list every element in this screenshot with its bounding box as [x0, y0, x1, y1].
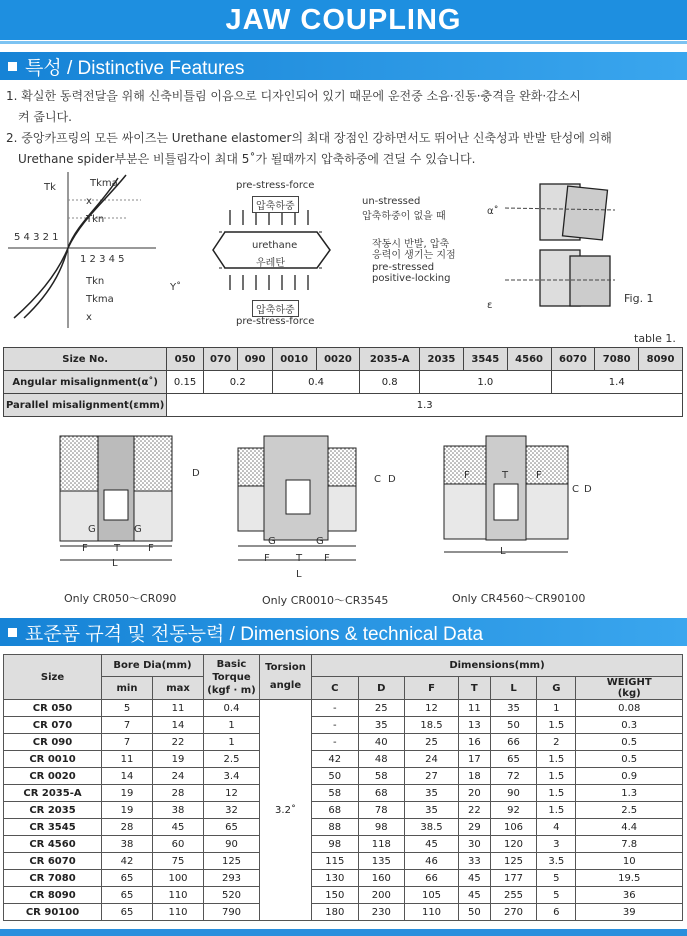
table-cell: -: [312, 717, 359, 734]
table-cell: 19: [102, 785, 153, 802]
table-cell: 98: [312, 836, 359, 853]
size-name-cell: CR 050: [4, 700, 102, 717]
size-cell: 0010: [272, 348, 316, 371]
table-cell: 50: [490, 717, 537, 734]
d1-dim-l: L: [112, 558, 118, 569]
table-cell: 3.4: [204, 768, 260, 785]
table-cell: 16: [458, 734, 490, 751]
table-row: [4, 870, 683, 887]
table-cell: 4.4: [576, 819, 683, 836]
d2-dim-c: C: [374, 474, 381, 485]
table-cell: 7: [102, 717, 153, 734]
graph-x-top-label: x: [86, 196, 92, 207]
size-name-cell: CR 2035-A: [4, 785, 102, 802]
table-cell: 38.5: [405, 819, 459, 836]
table-cell: 18.5: [405, 717, 459, 734]
d1-caption: Only CR050～CR090: [64, 592, 177, 605]
table-cell: 12: [204, 785, 260, 802]
d2-dim-f-right: F: [324, 553, 330, 564]
table-cell: 18: [458, 768, 490, 785]
fig1-alpha: α˚: [487, 206, 499, 217]
table-cell: 50: [458, 904, 490, 921]
d1-dim-g-left: G: [88, 524, 96, 535]
size-cell: 090: [238, 348, 273, 371]
feature-line-2b: Urethane spider부분은 비틀림각이 최대 5˚가 될때까지 압축하중에 견딜 수 있습니다.: [18, 152, 476, 166]
table-cell: 65: [490, 751, 537, 768]
feature-line-1: 1. 확실한 동력전달을 위해 신축비틀림 이음으로 디자인되어 있기 때문에 운전중 소음·진동·충격을 완화·감소시: [6, 89, 581, 103]
header-t: T: [458, 677, 490, 700]
table-cell: 135: [358, 853, 405, 870]
table-row: [4, 887, 683, 904]
size-cell: 8090: [639, 348, 683, 371]
table-cell: 42: [102, 853, 153, 870]
table-cell: 0.4: [204, 700, 260, 717]
feature-line-1b: 켜 줍니다.: [18, 110, 72, 124]
features-section-bar: [0, 52, 687, 80]
table-cell: 14: [102, 768, 153, 785]
angular-label: Angular misalignment(α˚): [4, 371, 167, 394]
dimensions-heading: 표준품 규격 및 전동능력 / Dimensions & technical Data: [25, 623, 484, 645]
size-label: Size No.: [4, 348, 167, 371]
size-name-cell: CR 8090: [4, 887, 102, 904]
table-cell: 90: [204, 836, 260, 853]
header-weight-1: WEIGHT: [606, 677, 652, 688]
table-cell: 35: [490, 700, 537, 717]
table-row: [4, 819, 683, 836]
table-cell: 120: [490, 836, 537, 853]
table-cell: 19: [102, 802, 153, 819]
drawing-cr4560: [444, 436, 568, 552]
title-underline: [0, 41, 687, 44]
drawing-cr0010: [238, 436, 356, 560]
d1-dim-f-right: F: [148, 543, 154, 554]
size-name-cell: CR 090: [4, 734, 102, 751]
table-cell: 11: [153, 700, 204, 717]
size-cell: 050: [167, 348, 203, 371]
table-cell: 0.08: [576, 700, 683, 717]
torsion-angle-cell: 3.2˚: [260, 700, 312, 921]
fig1-epsilon: ε: [487, 300, 493, 311]
size-name-cell: CR 6070: [4, 853, 102, 870]
table-cell: 125: [204, 853, 260, 870]
parallel-row: [4, 394, 683, 417]
size-name-cell: CR 0020: [4, 768, 102, 785]
header-torque-3: (kgf · m): [207, 684, 256, 696]
table-cell: 65: [102, 887, 153, 904]
size-cell: 3545: [463, 348, 507, 371]
spider-reaction-1: 작동시 반발, 압축: [372, 239, 450, 250]
table-cell: 33: [458, 853, 490, 870]
graph-tkma-top-label: Tkma: [90, 178, 118, 189]
table-cell: 293: [204, 870, 260, 887]
size-name-cell: CR 90100: [4, 904, 102, 921]
table-cell: 0.3: [576, 717, 683, 734]
d1-dim-d: D: [192, 468, 200, 479]
table-cell: 1.5: [537, 751, 576, 768]
table-cell: 38: [153, 802, 204, 819]
table-cell: 39: [576, 904, 683, 921]
header-max: max: [153, 677, 204, 700]
table-cell: 0.5: [576, 751, 683, 768]
table-cell: 24: [153, 768, 204, 785]
table-cell: 0.5: [576, 734, 683, 751]
table-cell: 106: [490, 819, 537, 836]
table-cell: 19: [153, 751, 204, 768]
table-cell: 177: [490, 870, 537, 887]
table-cell: 68: [312, 802, 359, 819]
table-cell: 36: [576, 887, 683, 904]
table-cell: 48: [358, 751, 405, 768]
parallel-value: 1.3: [167, 394, 683, 417]
table-cell: 115: [312, 853, 359, 870]
table-cell: 58: [312, 785, 359, 802]
table-cell: 35: [405, 802, 459, 819]
d3-dim-d: D: [584, 484, 592, 495]
d2-dim-f-left: F: [264, 553, 270, 564]
table-cell: 150: [312, 887, 359, 904]
table-cell: -: [312, 700, 359, 717]
table-cell: 1.5: [537, 717, 576, 734]
table-cell: 4: [537, 819, 576, 836]
table-cell: 92: [490, 802, 537, 819]
table-cell: 75: [153, 853, 204, 870]
bottom-rule: [0, 929, 687, 936]
table-cell: 3: [537, 836, 576, 853]
size-cell: 2035: [420, 348, 464, 371]
d1-dim-f-left: F: [82, 543, 88, 554]
size-cell: 2035-A: [360, 348, 420, 371]
size-row: [4, 348, 683, 371]
table-cell: 1.5: [537, 802, 576, 819]
table1-note: table 1.: [634, 332, 676, 345]
page-title: JAW COUPLING: [225, 3, 462, 36]
d3-dim-f-left: F: [464, 470, 470, 481]
table-cell: 12: [405, 700, 459, 717]
table-cell: 13: [458, 717, 490, 734]
header-dimensions: Dimensions(mm): [312, 655, 683, 677]
table-cell: 27: [405, 768, 459, 785]
table-row: [4, 785, 683, 802]
table-row: [4, 853, 683, 870]
table-cell: 66: [405, 870, 459, 887]
table-cell: 270: [490, 904, 537, 921]
angular-value: 1.4: [551, 371, 683, 394]
header-torsion: [260, 655, 312, 700]
header-c: C: [312, 677, 359, 700]
d2-dim-t: T: [296, 553, 303, 564]
graph-right-ticks: 1 2 3 4 5: [80, 254, 125, 265]
dimensions-table: [3, 654, 683, 921]
table-row: [4, 734, 683, 751]
table-cell: 32: [204, 802, 260, 819]
size-cell: 7080: [595, 348, 639, 371]
table-cell: 98: [358, 819, 405, 836]
table-cell: 11: [458, 700, 490, 717]
size-name-cell: CR 0010: [4, 751, 102, 768]
table-cell: 5: [537, 887, 576, 904]
table-cell: 105: [405, 887, 459, 904]
table-cell: 45: [153, 819, 204, 836]
d2-dim-d: D: [388, 474, 396, 485]
coupling-drawings-svg: [0, 428, 687, 608]
table-cell: 5: [102, 700, 153, 717]
table-cell: 200: [358, 887, 405, 904]
table-cell: 1: [204, 734, 260, 751]
size-name-cell: CR 7080: [4, 870, 102, 887]
table-cell: 2: [537, 734, 576, 751]
d3-dim-t: T: [502, 470, 509, 481]
dimensions-body: [4, 700, 683, 921]
table-cell: 25: [405, 734, 459, 751]
header-bore: Bore Dia(mm): [102, 655, 204, 677]
table-cell: 520: [204, 887, 260, 904]
table-cell: 1.5: [537, 785, 576, 802]
header-weight: [576, 677, 683, 700]
header-d: D: [358, 677, 405, 700]
angular-row: [4, 371, 683, 394]
graph-tkn-bottom-label: Tkn: [86, 276, 105, 287]
angular-value: 0.15: [167, 371, 203, 394]
size-cell: 0020: [316, 348, 360, 371]
fig1-label: Fig. 1: [624, 292, 654, 305]
spider-pre-stress-bottom: pre-stress-force: [236, 316, 315, 327]
table-cell: 65: [102, 870, 153, 887]
table-cell: 10: [576, 853, 683, 870]
d3-dim-f-right: F: [536, 470, 542, 481]
angular-value: 0.8: [360, 371, 420, 394]
angular-value: 0.2: [203, 371, 272, 394]
d3-dim-l: L: [500, 546, 506, 557]
table-row: [4, 802, 683, 819]
header-torque-2: Torque: [212, 671, 251, 683]
table-cell: 7: [102, 734, 153, 751]
table-row: [4, 717, 683, 734]
spider-pre-stress-top: pre-stress-force: [236, 180, 315, 191]
table-cell: 5: [537, 870, 576, 887]
table-cell: 90: [490, 785, 537, 802]
table-cell: 22: [458, 802, 490, 819]
d2-dim-g-right: G: [316, 536, 324, 547]
table-cell: 3.5: [537, 853, 576, 870]
table-cell: 40: [358, 734, 405, 751]
spider-press-bottom: 압축하중: [252, 300, 299, 317]
table-cell: 38: [102, 836, 153, 853]
table-cell: 28: [102, 819, 153, 836]
table-cell: 78: [358, 802, 405, 819]
table-cell: 29: [458, 819, 490, 836]
dim-header-row-1: [4, 655, 683, 677]
table-cell: 11: [102, 751, 153, 768]
table-row: [4, 700, 683, 717]
table-cell: 180: [312, 904, 359, 921]
size-name-cell: CR 2035: [4, 802, 102, 819]
table-cell: 19.5: [576, 870, 683, 887]
misalignment-table: [3, 347, 683, 417]
coupling-drawings: [0, 428, 687, 608]
table-cell: 14: [153, 717, 204, 734]
header-torque-1: Basic: [216, 658, 247, 670]
table-cell: 790: [204, 904, 260, 921]
fig1-hub-top-right: [562, 186, 607, 240]
table-cell: 2.5: [576, 802, 683, 819]
table-cell: 7.8: [576, 836, 683, 853]
figures-row: [0, 170, 687, 345]
graph-x-bottom-label: x: [86, 312, 92, 323]
spider-arrows-bottom: [230, 275, 308, 290]
table-cell: 1: [204, 717, 260, 734]
table-cell: 6: [537, 904, 576, 921]
spider-reaction-2: 응력이 생기는 지점: [372, 250, 456, 261]
d3-dim-c: C: [572, 484, 579, 495]
table-cell: 20: [458, 785, 490, 802]
graph-y-label: Y˚: [170, 282, 182, 293]
table-cell: 72: [490, 768, 537, 785]
table-cell: 125: [490, 853, 537, 870]
graph-tkma-bottom-label: Tkma: [86, 294, 114, 305]
table-cell: 130: [312, 870, 359, 887]
spider-prestressed: pre-stressed: [372, 262, 435, 273]
table-cell: 25: [358, 700, 405, 717]
spider-unstressed: un-stressed: [362, 196, 421, 207]
header-f: F: [405, 677, 459, 700]
table-cell: 88: [312, 819, 359, 836]
dim-header-row-2: [4, 677, 683, 700]
size-name-cell: CR 3545: [4, 819, 102, 836]
table-cell: 68: [358, 785, 405, 802]
table-cell: 1: [537, 700, 576, 717]
header-weight-2: (kg): [617, 688, 641, 699]
table-cell: 65: [204, 819, 260, 836]
table-cell: 1.5: [537, 768, 576, 785]
size-cell: 4560: [507, 348, 551, 371]
size-cell: 070: [203, 348, 238, 371]
table-cell: 60: [153, 836, 204, 853]
table-cell: 65: [102, 904, 153, 921]
fig1-hub-bottom-right: [570, 256, 610, 306]
table-cell: 110: [153, 904, 204, 921]
table-cell: 45: [458, 887, 490, 904]
spider-urethane: urethane: [252, 240, 298, 251]
drawing-cr050: [60, 436, 172, 560]
dimensions-section-bar: [0, 618, 687, 646]
table-cell: 255: [490, 887, 537, 904]
table-cell: 1.3: [576, 785, 683, 802]
header-size: Size: [4, 655, 102, 700]
header-g: G: [537, 677, 576, 700]
d2-dim-g-left: G: [268, 536, 276, 547]
header-l: L: [490, 677, 537, 700]
table-cell: 46: [405, 853, 459, 870]
table-cell: 110: [153, 887, 204, 904]
d3-caption: Only CR4560～CR90100: [452, 592, 586, 605]
table-row: [4, 768, 683, 785]
table-cell: 35: [405, 785, 459, 802]
table-row: [4, 904, 683, 921]
d1-dim-g-right: G: [134, 524, 142, 535]
graph-tk-label: Tk: [44, 182, 56, 193]
table-cell: 110: [405, 904, 459, 921]
feature-line-2: 2. 중앙카프링의 모든 싸이즈는 Urethane elastomer의 최대 장점인 강하면서도 뛰어난 신축성과 반발 탄성에 의해: [6, 131, 612, 145]
features-heading: 특성 / Distinctive Features: [25, 57, 245, 79]
page-title-bar: [0, 0, 687, 40]
table-cell: -: [312, 734, 359, 751]
table-cell: 100: [153, 870, 204, 887]
size-name-cell: CR 070: [4, 717, 102, 734]
table-cell: 118: [358, 836, 405, 853]
square-bullet-icon: [8, 62, 17, 71]
table-cell: 45: [405, 836, 459, 853]
table-row: [4, 836, 683, 853]
table-cell: 50: [312, 768, 359, 785]
d2-dim-l: L: [296, 569, 302, 580]
table-cell: 35: [358, 717, 405, 734]
table-cell: 160: [358, 870, 405, 887]
table-cell: 28: [153, 785, 204, 802]
table-cell: 42: [312, 751, 359, 768]
table-cell: 230: [358, 904, 405, 921]
table-cell: 22: [153, 734, 204, 751]
features-list: [6, 86, 612, 170]
angular-value: 0.4: [272, 371, 360, 394]
d1-dim-t: T: [114, 543, 121, 554]
fig1-diagram: [495, 180, 635, 320]
size-name-cell: CR 4560: [4, 836, 102, 853]
table-cell: 17: [458, 751, 490, 768]
size-cell: 6070: [551, 348, 595, 371]
parallel-label: Parallel misalignment(εmm): [4, 394, 167, 417]
torque-graph: [6, 170, 176, 330]
spider-press-top: 압축하중: [252, 196, 299, 213]
header-torsion-1: Torsion: [265, 662, 306, 673]
spider-locking: positive-locking: [372, 273, 451, 284]
table-cell: 66: [490, 734, 537, 751]
table-row: [4, 751, 683, 768]
table-cell: 45: [458, 870, 490, 887]
table-cell: 30: [458, 836, 490, 853]
table-cell: 58: [358, 768, 405, 785]
square-bullet-icon: [8, 628, 17, 637]
table-cell: 0.9: [576, 768, 683, 785]
header-min: min: [102, 677, 153, 700]
header-torque: [204, 655, 260, 700]
table-cell: 24: [405, 751, 459, 768]
header-torsion-2: angle: [269, 680, 302, 691]
graph-left-ticks: 5 4 3 2 1: [14, 232, 59, 243]
graph-tkn-top-label: Tkn: [86, 214, 105, 225]
d2-caption: Only CR0010～CR3545: [262, 594, 389, 607]
spider-unstressed-kr: 압축하중이 없을 때: [362, 211, 446, 222]
table-cell: 2.5: [204, 751, 260, 768]
angular-value: 1.0: [420, 371, 551, 394]
spider-urethane-kr: 우레탄: [256, 258, 285, 269]
